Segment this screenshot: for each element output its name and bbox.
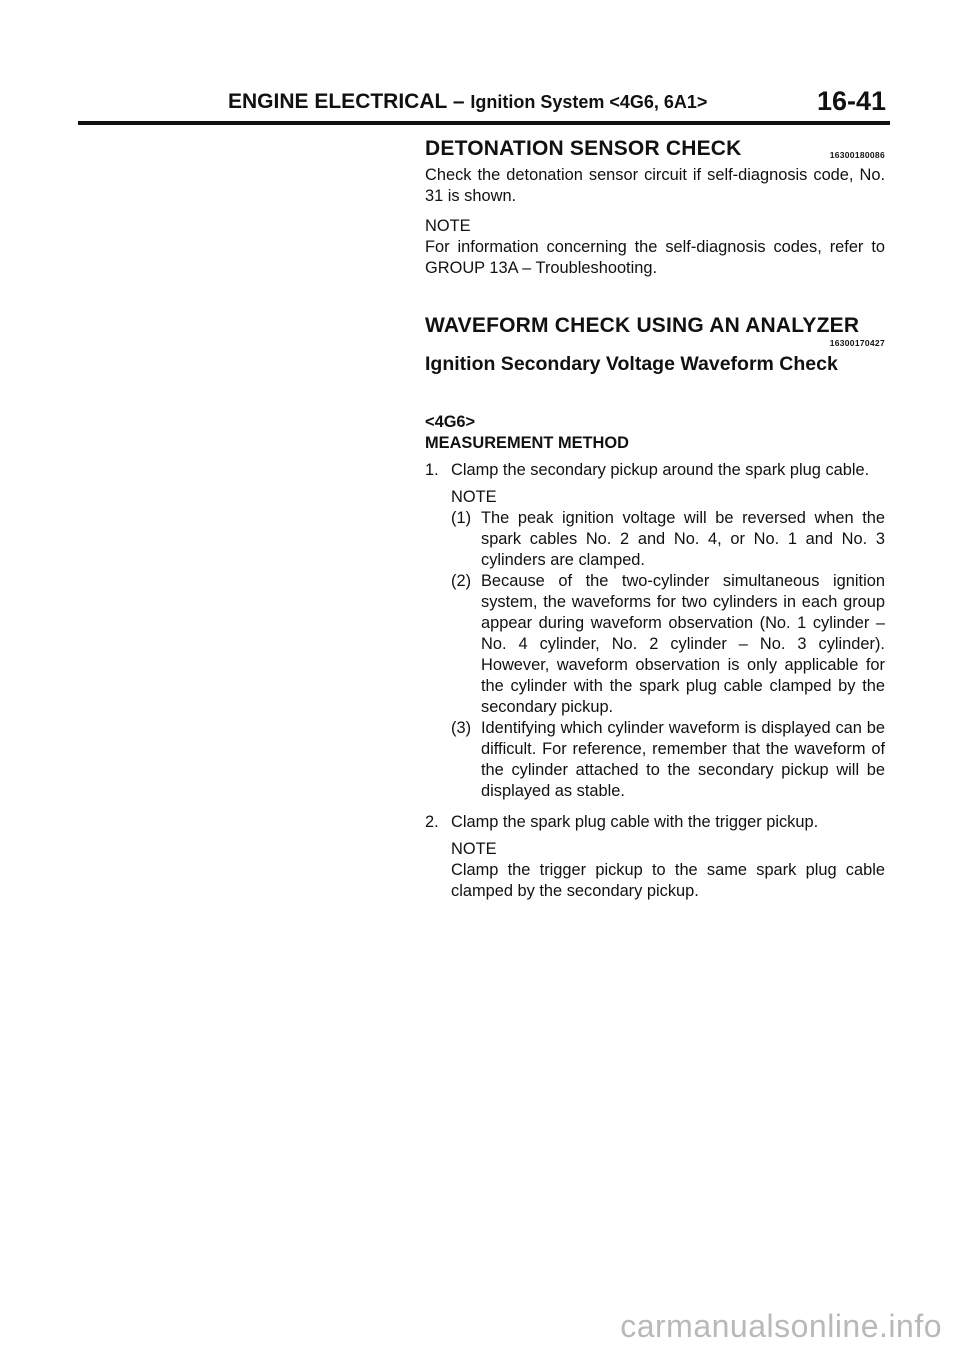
note-item-3-number: (3) xyxy=(451,719,472,737)
detonation-body: Check the detonation sensor circuit if self-diagnosis code, No. 31 is shown. xyxy=(425,166,885,205)
step-1-text: Clamp the secondary pickup around the spark plug cable. xyxy=(451,461,870,479)
step-1 xyxy=(425,460,885,802)
detonation-note-label: NOTE xyxy=(425,217,471,235)
note-item-2 xyxy=(451,571,885,718)
step-1-note-list xyxy=(451,508,885,802)
step-2-note-text: Clamp the trigger pickup to the same spark plug cable clamped by the secondary pickup. xyxy=(451,861,885,900)
note-item-2-text: Because of the two-cylinder simultaneous ignition system, the waveforms for two cylinders in each group appear during waveform observation (No. 1 cylinder – No. 4 cylinder, No. 2 cylinder – No. 3 cylinder). However, waveform observation is only applicable for the cylinder with the spark plug cable clamped by the secondary pickup. xyxy=(481,572,885,716)
step-1-number: 1. xyxy=(425,461,439,479)
page-number: 16-41 xyxy=(816,86,886,116)
note-item-3-text: Identifying which cylinder waveform is displayed can be difficult. For reference, remember that the waveform of the cylinder attached to the secondary pickup will be displayed as stable. xyxy=(481,719,885,800)
note-item-1 xyxy=(451,508,885,571)
page-header xyxy=(78,86,890,116)
header-separator: – xyxy=(452,90,465,113)
engine-label: <4G6> xyxy=(425,413,476,431)
detonation-heading: DETONATION SENSOR CHECK xyxy=(425,137,742,160)
step-2 xyxy=(425,812,885,902)
step-2-number: 2. xyxy=(425,813,439,831)
waveform-subheading: Ignition Secondary Voltage Waveform Check xyxy=(425,353,838,375)
note-item-1-text: The peak ignition voltage will be reversed when the spark cables No. 2 and No. 4, or No. 1 and No. 3 cylinders are clamped. xyxy=(481,509,885,569)
waveform-heading: WAVEFORM CHECK USING AN ANALYZER xyxy=(425,314,860,337)
step-2-note-label: NOTE xyxy=(451,840,497,858)
watermark: carmanualsonline.info xyxy=(620,1308,942,1344)
note-item-1-number: (1) xyxy=(451,509,472,527)
header-subsystem: Ignition System <4G6, 6A1> xyxy=(470,92,708,112)
measurement-method-label: MEASUREMENT METHOD xyxy=(425,434,629,452)
content-column xyxy=(425,136,885,902)
detonation-note-text: For information concerning the self-diagnosis codes, refer to GROUP 13A – Troubleshooting. xyxy=(425,238,885,277)
header-title xyxy=(228,90,707,114)
note-item-3 xyxy=(451,718,885,802)
step-1-note-label: NOTE xyxy=(451,488,497,506)
header-rule xyxy=(78,121,890,125)
note-item-2-number: (2) xyxy=(451,572,472,590)
detonation-section xyxy=(425,136,885,279)
step-2-text: Clamp the spark plug cable with the trigger pickup. xyxy=(451,813,819,831)
waveform-section xyxy=(425,313,885,902)
header-section: ENGINE ELECTRICAL xyxy=(228,90,447,113)
waveform-ref-code: 16300170427 xyxy=(829,338,885,348)
detonation-ref-code: 16300180086 xyxy=(829,150,885,160)
